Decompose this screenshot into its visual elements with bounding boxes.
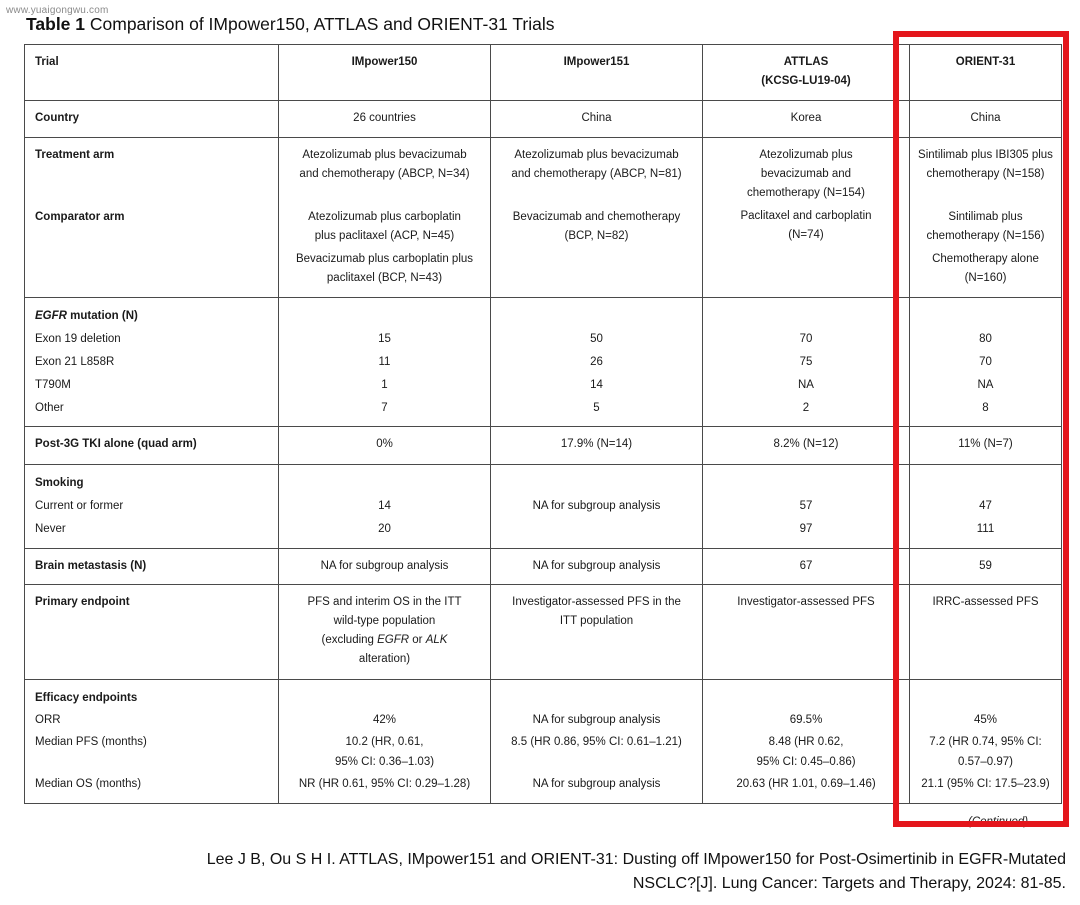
- country-impower150: 26 countries: [279, 101, 491, 138]
- table-title: [26, 14, 554, 35]
- efficacy-attlas: 69.5% 8.48 (HR 0.62, 95% CI: 0.45–0.86) 20.63 (HR 1.01, 0.69–1.46): [703, 680, 910, 804]
- egfr-label: EGFR mutation (N): [35, 310, 138, 322]
- egfr-impower151: 50 26 14 5: [491, 298, 703, 427]
- header-trial: Trial: [25, 45, 279, 101]
- smoking-labels: [25, 465, 279, 549]
- pfs-label: Median PFS (months): [35, 736, 147, 748]
- smoking-impower150: 14 20: [279, 465, 491, 549]
- arms-impower150: Atezolizumab plus bevacizumab and chemotherapy (ABCP, N=34) Atezolizumab plus carboplatin plus paclitaxel (ACP, N=45) Bevacizumab plus carboplatin plus paclitaxel (BCP, N=43): [279, 138, 491, 298]
- header-impower150: IMpower150: [279, 45, 491, 101]
- egfr-label-other: Other: [35, 402, 64, 414]
- egfr-row: [25, 298, 1062, 427]
- table-number: Table 1: [26, 14, 86, 34]
- arms-impower151: Atezolizumab plus bevacizumab and chemotherapy (ABCP, N=81) Bevacizumab and chemotherapy (BCP, N=82): [491, 138, 703, 298]
- egfr-attlas: 70 75 NA 2: [703, 298, 910, 427]
- header-orient31: ORIENT-31: [910, 45, 1062, 101]
- efficacy-impower150: 42% 10.2 (HR, 0.61, 95% CI: 0.36–1.03) NR (HR 0.61, 95% CI: 0.29–1.28): [279, 680, 491, 804]
- citation-line-1: Lee J B, Ou S H I. ATTLAS, IMpower151 and ORIENT-31: Dusting off IMpower150 for Post-Osimertinib in EGFR-Mutated: [206, 851, 1066, 868]
- brain-row: Brain metastasis (N) NA for subgroup analysis NA for subgroup analysis 67 59: [25, 549, 1062, 585]
- smoking-impower151: NA for subgroup analysis: [491, 465, 703, 549]
- egfr-labels: [25, 298, 279, 427]
- smoking-current-label: Current or former: [35, 500, 124, 512]
- efficacy-row: [25, 680, 1062, 804]
- citation: [207, 848, 1066, 896]
- smoking-never-label: Never: [35, 523, 66, 535]
- orr-label: ORR: [35, 714, 61, 726]
- egfr-impower150: 15 11 1 7: [279, 298, 491, 427]
- country-orient31: China: [910, 101, 1062, 138]
- primary-label: Primary endpoint: [25, 585, 279, 680]
- post3g-row: Post-3G TKI alone (quad arm) 0% 17.9% (N=14) 8.2% (N=12) 11% (N=7): [25, 427, 1062, 465]
- arms-orient31: Sintilimab plus IBI305 plus chemotherapy (N=158) Sintilimab plus chemotherapy (N=156) Chemotherapy alone (N=160): [910, 138, 1062, 298]
- comparator-arm-label: Comparator arm: [35, 211, 125, 223]
- efficacy-impower151: NA for subgroup analysis 8.5 (HR 0.86, 95% CI: 0.61–1.21) NA for subgroup analysis: [491, 680, 703, 804]
- arms-attlas: Atezolizumab plus bevacizumab and chemotherapy (N=154) Paclitaxel and carboplatin (N=74): [703, 138, 910, 298]
- header-row: [25, 45, 1062, 101]
- brain-label: Brain metastasis (N): [25, 549, 279, 585]
- country-row: [25, 101, 1062, 138]
- header-attlas-line2: (KCSG-LU19-04): [761, 75, 851, 87]
- treatment-arm-label: Treatment arm: [35, 149, 115, 161]
- watermark: www.yuaigongwu.com: [6, 5, 109, 16]
- egfr-orient31: 80 70 NA 8: [910, 298, 1062, 427]
- country-label: Country: [25, 101, 279, 138]
- arms-row: [25, 138, 1062, 298]
- primary-impower150: PFS and interim OS in the ITT wild-type population (excluding EGFR or ALK alteration): [279, 585, 491, 680]
- table-caption: Comparison of IMpower150, ATTLAS and ORIENT-31 Trials: [85, 14, 555, 34]
- efficacy-orient31: 45% 7.2 (HR 0.74, 95% CI: 0.57–0.97) 21.1 (95% CI: 17.5–23.9): [910, 680, 1062, 804]
- header-attlas: [703, 45, 910, 101]
- primary-row: [25, 585, 1062, 680]
- country-impower151: China: [491, 101, 703, 138]
- efficacy-label: Efficacy endpoints: [35, 692, 138, 704]
- primary-attlas: Investigator-assessed PFS: [703, 585, 910, 680]
- os-label: Median OS (months): [35, 778, 142, 790]
- smoking-attlas: 57 97: [703, 465, 910, 549]
- efficacy-labels: [25, 680, 279, 804]
- egfr-label-exon21: Exon 21 L858R: [35, 356, 115, 368]
- smoking-label: Smoking: [35, 477, 84, 489]
- arms-labels: [25, 138, 279, 298]
- smoking-orient31: 47 111: [910, 465, 1062, 549]
- country-attlas: Korea: [703, 101, 910, 138]
- comparison-table: [24, 44, 1062, 804]
- header-impower151: IMpower151: [491, 45, 703, 101]
- egfr-label-exon19: Exon 19 deletion: [35, 333, 121, 345]
- citation-line-2: NSCLC?[J]. Lung Cancer: Targets and Therapy, 2024: 81-85.: [632, 875, 1066, 892]
- primary-orient31: IRRC-assessed PFS: [910, 585, 1062, 680]
- continued-note: (Continued): [968, 816, 1029, 828]
- smoking-row: [25, 465, 1062, 549]
- post3g-label: Post-3G TKI alone (quad arm): [25, 427, 279, 465]
- primary-impower151: Investigator-assessed PFS in the ITT population: [491, 585, 703, 680]
- egfr-label-t790m: T790M: [35, 379, 71, 391]
- header-attlas-line1: ATTLAS: [783, 56, 829, 68]
